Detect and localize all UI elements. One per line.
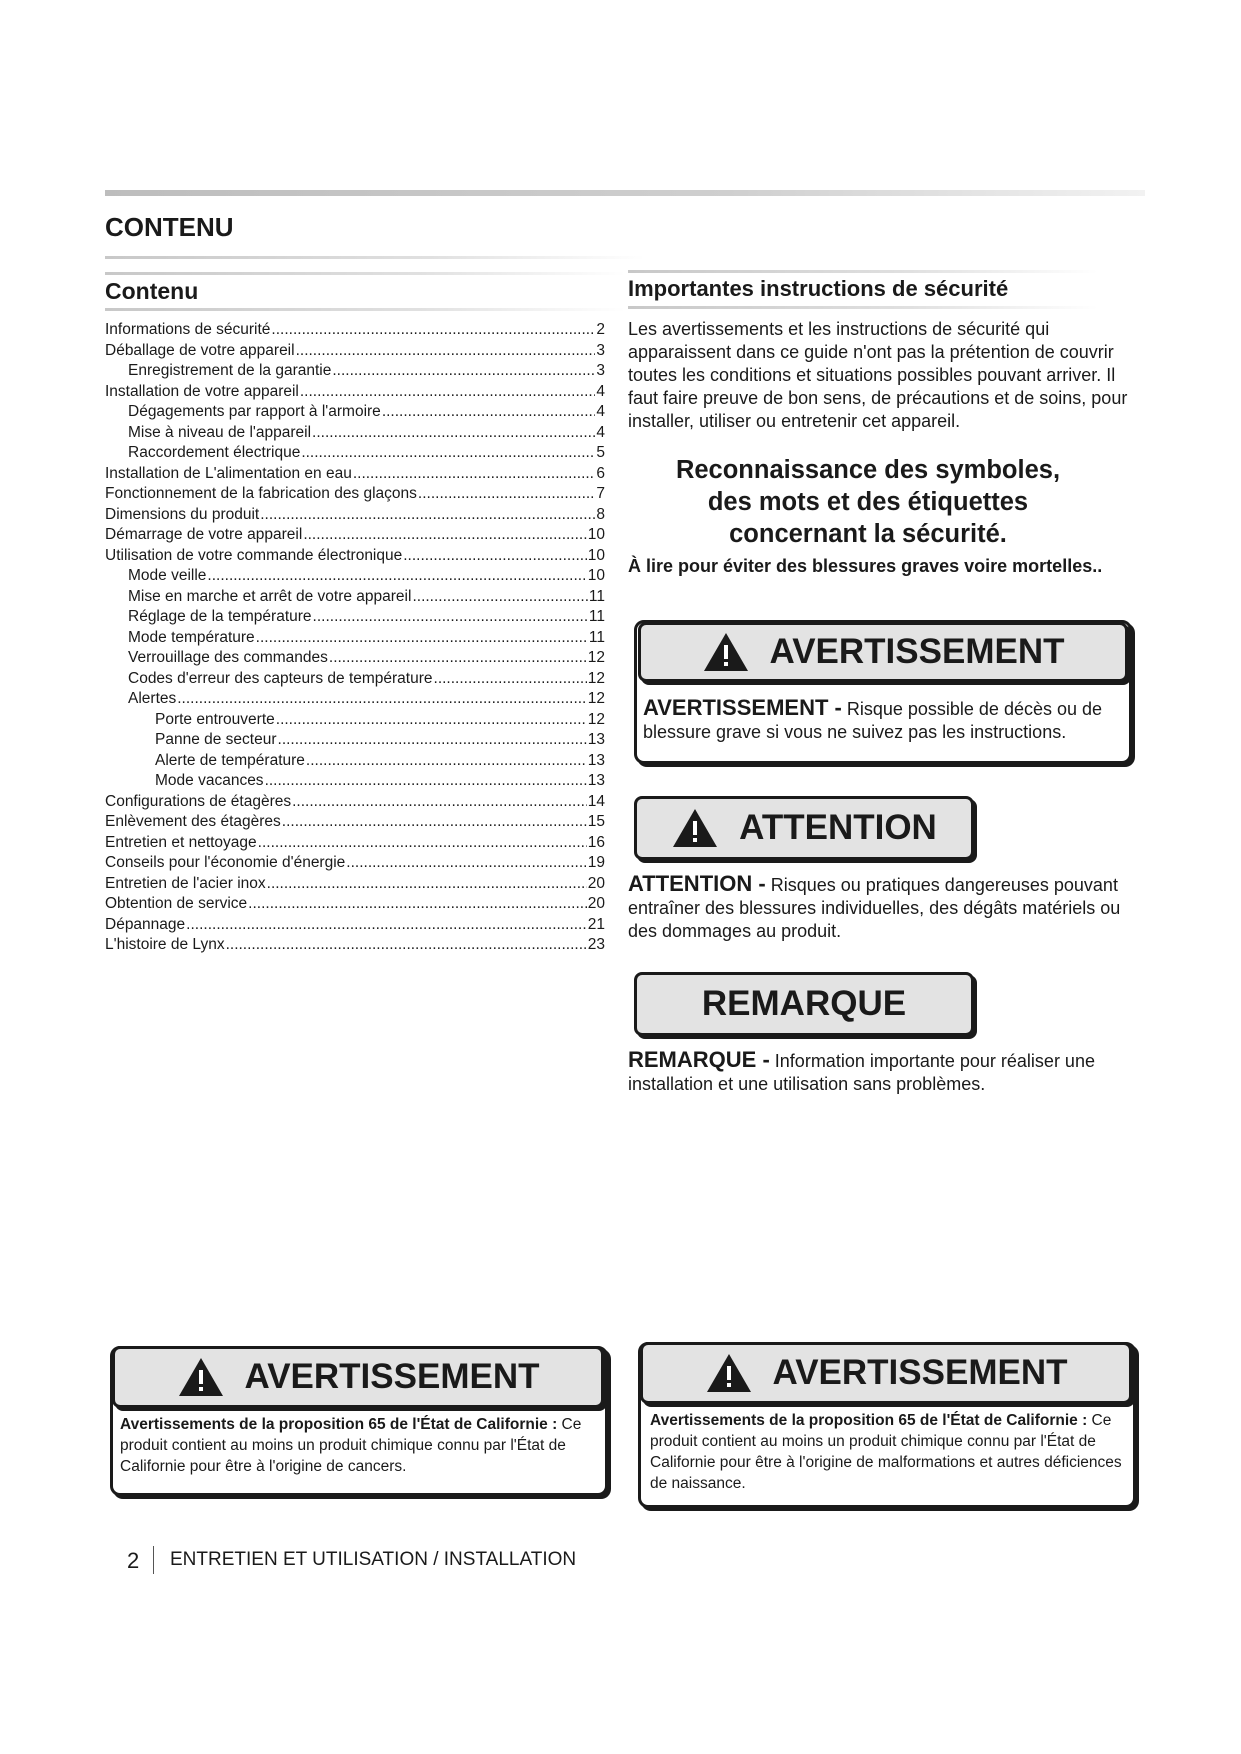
toc-entry bbox=[105, 341, 605, 362]
toc-entry bbox=[105, 915, 605, 936]
toc-leader-dots bbox=[418, 484, 595, 505]
prop65-right-body: Ce produit contient au moins un produit chimique connu par l'État de Californie pour être à l'origine de malformations et autres déficiences de naissance. bbox=[650, 1412, 1122, 1492]
toc-entry bbox=[105, 587, 605, 608]
warning-definition bbox=[643, 696, 1123, 744]
toc-entry-page: 14 bbox=[587, 792, 605, 810]
page-title: CONTENU bbox=[105, 212, 234, 242]
prop65-right-word: AVERTISSEMENT bbox=[772, 1353, 1068, 1392]
symbols-title-line-1: Reconnaissance des symboles, bbox=[675, 456, 1061, 484]
toc-entry-label: Alertes bbox=[128, 690, 177, 707]
toc-entry-label: Alerte de température bbox=[155, 751, 305, 769]
prop65-left-word: AVERTISSEMENT bbox=[244, 1357, 540, 1396]
toc-leader-dots bbox=[346, 853, 586, 874]
footer-separator bbox=[153, 1546, 154, 1574]
toc-leader-dots bbox=[177, 689, 587, 710]
caution-term: ATTENTION - bbox=[628, 871, 766, 896]
toc-entry-label: Panne de secteur bbox=[155, 731, 277, 748]
toc-entry-page: 12 bbox=[587, 649, 605, 666]
toc-leader-dots bbox=[267, 874, 587, 895]
warning-text: Risque possible de décès ou de blessure grave si vous ne suivez pas les instructions. bbox=[643, 699, 1103, 742]
toc-entry-label: Installation de votre appareil bbox=[105, 382, 299, 400]
prop65-left-triangle-icon bbox=[177, 1356, 225, 1398]
prop65-right-header bbox=[640, 1342, 1132, 1404]
toc-leader-dots bbox=[256, 628, 588, 649]
toc-entry-label: Enregistrement de la garantie bbox=[128, 362, 332, 379]
toc-entry-label: Dimensions du produit bbox=[105, 505, 260, 523]
toc-entry-page: 20 bbox=[587, 874, 605, 892]
toc-entry-page: 15 bbox=[587, 813, 605, 830]
toc-entry-page: 11 bbox=[588, 608, 605, 625]
toc-leader-dots bbox=[403, 546, 587, 567]
caution-label-header bbox=[634, 796, 974, 860]
toc-entry-page: 4 bbox=[596, 382, 605, 400]
toc-entry bbox=[105, 730, 605, 751]
toc-top-rule bbox=[105, 272, 625, 275]
toc-leader-dots bbox=[303, 525, 586, 546]
toc-entry-page: 10 bbox=[587, 526, 605, 543]
toc-entry-label: Réglage de la température bbox=[128, 608, 312, 625]
prop65-left-body: Ce produit contient au moins un produit chimique connu par l'État de Californie pour être à l'origine de cancers. bbox=[120, 1416, 582, 1475]
toc-entry bbox=[105, 546, 605, 567]
toc-entry-page: 12 bbox=[587, 690, 605, 707]
toc-entry-page: 20 bbox=[587, 895, 605, 912]
toc-leader-dots bbox=[207, 566, 586, 587]
toc-entry-label: Mode veille bbox=[128, 567, 207, 584]
toc-entry-page: 4 bbox=[596, 423, 605, 441]
toc-entry-label: Mise à niveau de l'appareil bbox=[128, 423, 312, 441]
note-term: REMARQUE - bbox=[628, 1047, 770, 1072]
toc-entry bbox=[105, 874, 605, 895]
toc-entry-page: 3 bbox=[596, 362, 605, 379]
note-label-word: REMARQUE bbox=[701, 984, 907, 1023]
warning-label-header bbox=[638, 622, 1128, 682]
toc-leader-dots bbox=[296, 341, 596, 362]
toc-entry-label: Obtention de service bbox=[105, 895, 248, 912]
toc-leader-dots bbox=[292, 792, 587, 813]
toc-entry-page: 21 bbox=[587, 915, 605, 933]
toc-entry-label: L'histoire de Lynx bbox=[105, 936, 225, 953]
toc-entry-label: Déballage de votre appareil bbox=[105, 341, 295, 359]
toc-entry bbox=[105, 894, 605, 915]
toc-entry-page: 13 bbox=[587, 731, 605, 748]
toc-entry bbox=[105, 423, 605, 444]
toc-leader-dots bbox=[353, 464, 596, 485]
toc-leader-dots bbox=[332, 361, 595, 382]
toc-leader-dots bbox=[329, 648, 587, 669]
toc-entry bbox=[105, 771, 605, 792]
safety-bottom-rule bbox=[628, 306, 1098, 309]
safety-top-rule bbox=[628, 270, 1098, 273]
toc-entry-page: 6 bbox=[596, 464, 605, 482]
toc-entry-label: Verrouillage des commandes bbox=[128, 649, 328, 666]
toc-entry-page: 3 bbox=[596, 341, 605, 359]
caution-definition bbox=[628, 872, 1128, 943]
toc-entry bbox=[105, 853, 605, 874]
toc-entry-label: Porte entrouverte bbox=[155, 710, 275, 728]
prop65-left-colon: : bbox=[552, 1416, 558, 1433]
toc-entry-page: 23 bbox=[587, 936, 605, 953]
toc-entry-label: Installation de L'alimentation en eau bbox=[105, 464, 352, 482]
prop65-right-triangle-icon bbox=[705, 1352, 753, 1394]
toc-entry-page: 16 bbox=[587, 833, 605, 851]
toc-leader-dots bbox=[258, 833, 587, 854]
symbols-title bbox=[628, 454, 1108, 550]
toc-leader-dots bbox=[248, 894, 587, 915]
toc-entry bbox=[105, 648, 605, 669]
footer-text: ENTRETIEN ET UTILISATION / INSTALLATION bbox=[170, 1549, 577, 1570]
toc-entry bbox=[105, 525, 605, 546]
prop65-right-colon: : bbox=[1082, 1412, 1088, 1429]
toc-entry bbox=[105, 669, 605, 690]
toc-entry bbox=[105, 320, 605, 341]
toc-entry-page: 5 bbox=[596, 444, 605, 461]
toc-entry bbox=[105, 566, 605, 587]
toc-entry-label: Informations de sécurité bbox=[105, 321, 271, 338]
toc-entry bbox=[105, 689, 605, 710]
toc-entry-page: 13 bbox=[587, 751, 605, 769]
toc-entry-label: Entretien de l'acier inox bbox=[105, 874, 266, 892]
toc-entry-label: Dépannage bbox=[105, 915, 186, 933]
toc-leader-dots bbox=[300, 382, 596, 403]
toc-entry-page: 11 bbox=[588, 587, 605, 605]
safety-intro: Les avertissements et les instructions de sécurité qui apparaissent dans ce guide n'ont pas la prétention de couvrir toutes les conditions et situations possibles pouvant arriver. Il faut faire preuve de bon sens, de précautions et de soins, pour installer, utiliser ou entretenir cet appareil. bbox=[628, 319, 1128, 431]
warning-term: AVERTISSEMENT - bbox=[643, 695, 842, 720]
toc-leader-dots bbox=[265, 771, 587, 792]
toc-leader-dots bbox=[271, 320, 595, 341]
toc-title: Contenu bbox=[105, 278, 199, 304]
toc-leader-dots bbox=[186, 915, 587, 936]
toc-entry-label: Conseils pour l'économie d'énergie bbox=[105, 854, 346, 871]
toc-entry bbox=[105, 833, 605, 854]
toc-entry bbox=[105, 484, 605, 505]
caution-triangle-icon bbox=[671, 807, 719, 849]
symbols-title-line-3: concernant la sécurité. bbox=[729, 520, 1007, 548]
toc-entry-page: 11 bbox=[588, 628, 605, 646]
toc-entry bbox=[105, 792, 605, 813]
toc-leader-dots bbox=[306, 751, 587, 772]
toc-entry-label: Codes d'erreur des capteurs de température bbox=[128, 669, 433, 687]
warning-label-word: AVERTISSEMENT bbox=[769, 632, 1065, 671]
toc-entry-label: Mode température bbox=[128, 628, 255, 646]
toc-leader-dots bbox=[282, 812, 587, 833]
toc-leader-dots bbox=[412, 587, 587, 608]
toc-entry bbox=[105, 935, 605, 956]
toc-entry bbox=[105, 443, 605, 464]
toc-entry-label: Entretien et nettoyage bbox=[105, 833, 257, 851]
toc-entry-label: Enlèvement des étagères bbox=[105, 813, 281, 830]
toc-entry bbox=[105, 607, 605, 628]
warning-triangle-icon bbox=[702, 631, 750, 673]
top-rule bbox=[105, 190, 1145, 196]
toc-entry-page: 4 bbox=[596, 403, 605, 420]
toc-entry-page: 19 bbox=[587, 854, 605, 871]
toc-entry-page: 2 bbox=[596, 321, 605, 338]
toc-entry bbox=[105, 361, 605, 382]
toc-entry bbox=[105, 402, 605, 423]
toc-entry-label: Mise en marche et arrêt de votre appareil bbox=[128, 587, 412, 605]
toc-entry bbox=[105, 382, 605, 403]
toc-entry bbox=[105, 628, 605, 649]
prop65-right-heading: Avertissements de la proposition 65 de l'État de Californie bbox=[650, 1412, 1078, 1429]
toc-entry-page: 12 bbox=[587, 710, 605, 728]
toc-entry-label: Raccordement électrique bbox=[128, 444, 301, 461]
toc-entry-page: 10 bbox=[587, 546, 605, 564]
caution-text: Risques ou pratiques dangereuses pouvant entraîner des blessures individuelles, des dégâts matériels ou des dommages au produit. bbox=[628, 875, 1121, 941]
note-definition bbox=[628, 1048, 1128, 1096]
toc-bottom-rule bbox=[105, 308, 625, 311]
toc-entry-page: 12 bbox=[587, 669, 605, 687]
prop65-left-header bbox=[112, 1346, 604, 1408]
toc-leader-dots bbox=[382, 402, 596, 423]
toc-entry-label: Dégagements par rapport à l'armoire bbox=[128, 403, 381, 420]
toc-entry bbox=[105, 710, 605, 731]
footer-page-number: 2 bbox=[127, 1548, 140, 1573]
toc-entry-label: Démarrage de votre appareil bbox=[105, 526, 303, 543]
toc-entry bbox=[105, 812, 605, 833]
toc-leader-dots bbox=[301, 443, 595, 464]
toc-entry bbox=[105, 464, 605, 485]
toc-leader-dots bbox=[278, 730, 587, 751]
toc-entry-label: Configurations de étagères bbox=[105, 792, 292, 810]
toc-entry-label: Utilisation de votre commande électronique bbox=[105, 546, 403, 564]
toc-entry-page: 8 bbox=[596, 505, 605, 523]
toc-entry bbox=[105, 751, 605, 772]
toc-leader-dots bbox=[312, 423, 595, 444]
toc-leader-dots bbox=[260, 505, 595, 526]
symbols-subtitle: À lire pour éviter des blessures graves voire mortelles.. bbox=[628, 556, 1103, 576]
toc-entry-page: 10 bbox=[587, 567, 605, 584]
caution-label-word: ATTENTION bbox=[739, 808, 937, 847]
toc-leader-dots bbox=[226, 935, 587, 956]
table-of-contents bbox=[105, 320, 605, 956]
safety-title: Importantes instructions de sécurité bbox=[628, 276, 1009, 301]
toc-leader-dots bbox=[434, 669, 587, 690]
toc-leader-dots bbox=[276, 710, 587, 731]
toc-entry-page: 13 bbox=[587, 772, 605, 789]
toc-entry bbox=[105, 505, 605, 526]
toc-entry-label: Fonctionnement de la fabrication des glaçons bbox=[105, 485, 417, 502]
note-label-header bbox=[634, 972, 974, 1036]
toc-leader-dots bbox=[313, 607, 588, 628]
prop65-right-text bbox=[650, 1410, 1128, 1494]
toc-entry-page: 7 bbox=[596, 485, 605, 502]
symbols-title-line-2: des mots et des étiquettes bbox=[707, 488, 1029, 516]
prop65-left-heading: Avertissements de la proposition 65 de l'État de Californie bbox=[120, 1416, 548, 1433]
toc-entry-label: Mode vacances bbox=[155, 772, 264, 789]
title-underline bbox=[105, 256, 645, 259]
note-text: Information importante pour réaliser une installation et une utilisation sans problèmes. bbox=[628, 1051, 1095, 1094]
prop65-left-text bbox=[120, 1414, 598, 1477]
